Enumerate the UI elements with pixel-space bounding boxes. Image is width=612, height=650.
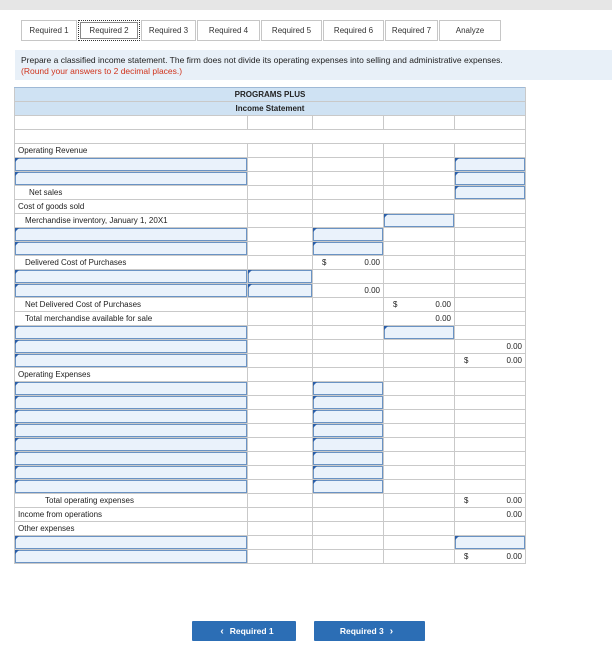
freight-account-input[interactable]: [15, 242, 248, 256]
label-total-merchandise: Total merchandise available for sale: [15, 312, 248, 326]
expense-amount-input-1[interactable]: [313, 382, 384, 396]
label-operating-revenue: Operating Revenue: [15, 144, 248, 158]
expense-amount-input-3[interactable]: [313, 410, 384, 424]
discounts-account-input[interactable]: [15, 284, 248, 298]
tab-required-1[interactable]: Required 1: [21, 20, 77, 41]
expense-amount-input-2[interactable]: [313, 396, 384, 410]
other-expense-account-input[interactable]: [15, 536, 248, 550]
currency-symbol: $: [322, 258, 327, 267]
tab-required-2[interactable]: Required 2: [78, 20, 140, 41]
tab-bar: [21, 20, 502, 42]
cogs-value: 0.00: [455, 340, 526, 354]
tab-required-7[interactable]: Required 7: [385, 20, 438, 41]
revenue-amount-input[interactable]: [455, 158, 526, 172]
top-bar: [0, 0, 612, 10]
delivered-cost-value: $ 0.00: [313, 256, 384, 270]
currency-symbol: $: [464, 356, 469, 365]
net-delivered-cost-value: $ 0.00: [384, 298, 455, 312]
rounding-note: (Round your answers to 2 decimal places.): [21, 66, 183, 76]
net-income-value: $ 0.00: [455, 550, 526, 564]
prev-required-button[interactable]: ‹ Required 1: [192, 621, 296, 641]
instruction-text: Prepare a classified income statement. The firm does not divide its operating expenses into selling and administrative expenses.: [21, 55, 503, 65]
label-income-from-operations: Income from operations: [15, 508, 248, 522]
tab-required-5[interactable]: Required 5: [261, 20, 322, 41]
freight-amount-input[interactable]: [313, 242, 384, 256]
income-statement: [14, 87, 526, 564]
revenue-adjust-input[interactable]: [15, 172, 248, 186]
purchases-amount-input[interactable]: [313, 228, 384, 242]
ending-inventory-account-input[interactable]: [15, 326, 248, 340]
currency-symbol: $: [464, 552, 469, 561]
income-from-operations-value: 0.00: [455, 508, 526, 522]
chevron-left-icon: ‹: [220, 625, 224, 637]
expense-account-input-6[interactable]: [15, 452, 248, 466]
cogs-account-input[interactable]: [15, 340, 248, 354]
chevron-right-icon: ›: [389, 625, 394, 637]
tab-analyze[interactable]: Analyze: [439, 20, 501, 41]
label-delivered-cost: Delivered Cost of Purchases: [15, 256, 248, 270]
instructions: [15, 50, 612, 80]
expense-amount-input-6[interactable]: [313, 452, 384, 466]
merchandise-inventory-input[interactable]: [384, 214, 455, 228]
expense-account-input-4[interactable]: [15, 424, 248, 438]
discounts-amount-input[interactable]: [248, 284, 313, 298]
label-total-operating-expenses: Total operating expenses: [15, 494, 248, 508]
label-operating-expenses: Operating Expenses: [15, 368, 248, 382]
gross-profit-account-input[interactable]: [15, 354, 248, 368]
returns-amount-input[interactable]: [248, 270, 313, 284]
next-required-button[interactable]: Required 3 ›: [314, 621, 425, 641]
expense-account-input-3[interactable]: [15, 410, 248, 424]
revenue-adjust-amount-input[interactable]: [455, 172, 526, 186]
net-income-account-input[interactable]: [15, 550, 248, 564]
total-merchandise-value: 0.00: [384, 312, 455, 326]
label-other-expenses: Other expenses: [15, 522, 248, 536]
statement-table: [14, 87, 526, 564]
delivered-subtotal-value: 0.00: [313, 284, 384, 298]
tab-required-4[interactable]: Required 4: [197, 20, 260, 41]
expense-account-input-8[interactable]: [15, 480, 248, 494]
expense-account-input-2[interactable]: [15, 396, 248, 410]
label-merchandise-inventory: Merchandise inventory, January 1, 20X1: [15, 214, 248, 228]
expense-amount-input-4[interactable]: [313, 424, 384, 438]
tab-required-6[interactable]: Required 6: [323, 20, 384, 41]
company-name: PROGRAMS PLUS: [15, 88, 526, 102]
purchases-account-input[interactable]: [15, 228, 248, 242]
expense-account-input-1[interactable]: [15, 382, 248, 396]
label-net-delivered-cost: Net Delivered Cost of Purchases: [15, 298, 248, 312]
expense-account-input-7[interactable]: [15, 466, 248, 480]
total-operating-expenses-value: $ 0.00: [455, 494, 526, 508]
expense-amount-input-8[interactable]: [313, 480, 384, 494]
expense-amount-input-5[interactable]: [313, 438, 384, 452]
statement-title: Income Statement: [15, 102, 526, 116]
label-cost-of-goods-sold: Cost of goods sold: [15, 200, 248, 214]
expense-amount-input-7[interactable]: [313, 466, 384, 480]
tab-required-3[interactable]: Required 3: [141, 20, 196, 41]
expense-account-input-5[interactable]: [15, 438, 248, 452]
currency-symbol: $: [393, 300, 398, 309]
label-net-sales: Net sales: [15, 186, 248, 200]
other-expense-amount-input[interactable]: [455, 536, 526, 550]
currency-symbol: $: [464, 496, 469, 505]
net-sales-input[interactable]: [455, 186, 526, 200]
ending-inventory-amount-input[interactable]: [384, 326, 455, 340]
revenue-account-input[interactable]: [15, 158, 248, 172]
returns-account-input[interactable]: [15, 270, 248, 284]
gross-profit-value: $ 0.00: [455, 354, 526, 368]
